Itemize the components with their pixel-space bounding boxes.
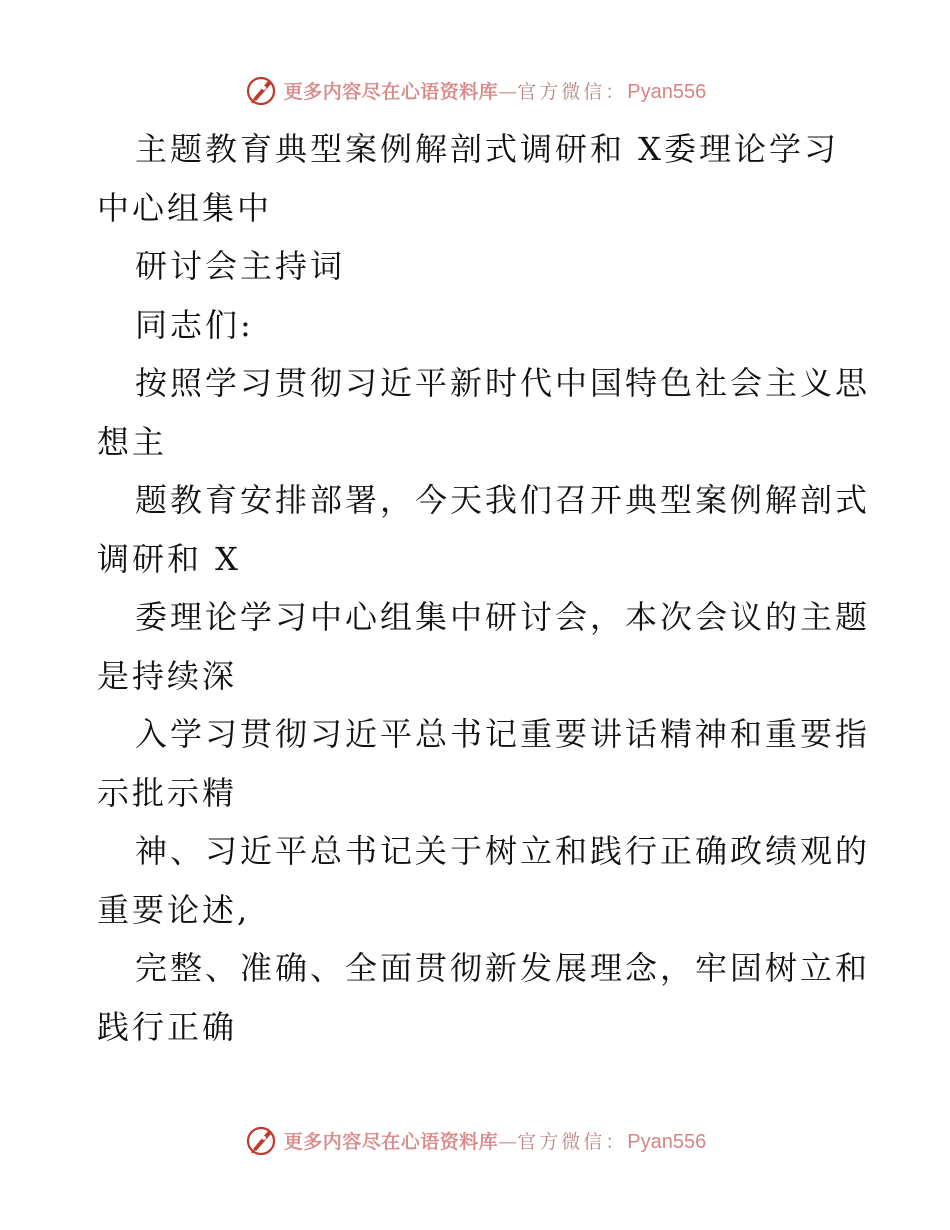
watermark-account: Pyan556 bbox=[627, 1130, 707, 1153]
salutation: 同志们: bbox=[135, 305, 254, 344]
document-body bbox=[97, 120, 871, 1056]
quill-pen-circle-icon bbox=[244, 73, 278, 107]
paragraph-line: 想主 bbox=[97, 422, 168, 461]
watermark-account: Pyan556 bbox=[627, 80, 707, 103]
paragraph-line: 是持续深 bbox=[97, 656, 238, 695]
watermark-separator: — bbox=[498, 1130, 518, 1153]
paragraph-line: 完整、准确、全面贯彻新发展理念，牢固树立和 bbox=[135, 949, 871, 987]
paragraph-line: 践行正确 bbox=[97, 1007, 238, 1046]
title-line-3: 研讨会主持词 bbox=[135, 247, 346, 285]
paragraph-line: 示批示精 bbox=[97, 773, 238, 812]
header-watermark bbox=[0, 72, 950, 108]
watermark-text bbox=[284, 1127, 707, 1154]
title-line-2: 中心组集中 bbox=[97, 188, 273, 227]
watermark-text bbox=[284, 77, 707, 104]
title-line-1: 主题教育典型案例解剖式调研和 X委理论学习 bbox=[135, 130, 839, 168]
paragraph-line: 按照学习贯彻习近平新时代中国特色社会主义思 bbox=[135, 364, 871, 402]
paragraph-line: 神、习近平总书记关于树立和践行正确政绩观的 bbox=[135, 832, 871, 870]
watermark-main: 更多内容尽在心语资料库 bbox=[283, 80, 499, 103]
watermark-sub: 官方微信： bbox=[517, 80, 628, 103]
quill-pen-circle-icon bbox=[244, 1123, 278, 1157]
paragraph-line: 委理论学习中心组集中研讨会，本次会议的主题 bbox=[135, 598, 871, 636]
paragraph-line: 重要论述, bbox=[97, 890, 251, 929]
watermark-separator: — bbox=[498, 80, 518, 103]
paragraph-line: 题教育安排部署，今天我们召开典型案例解剖式 bbox=[135, 481, 871, 519]
paragraph-line: 入学习贯彻习近平总书记重要讲话精神和重要指 bbox=[135, 715, 871, 753]
watermark-sub: 官方微信： bbox=[517, 1130, 628, 1153]
footer-watermark bbox=[0, 1122, 950, 1158]
paragraph-line: 调研和 X bbox=[97, 539, 241, 578]
watermark-main: 更多内容尽在心语资料库 bbox=[283, 1130, 499, 1153]
